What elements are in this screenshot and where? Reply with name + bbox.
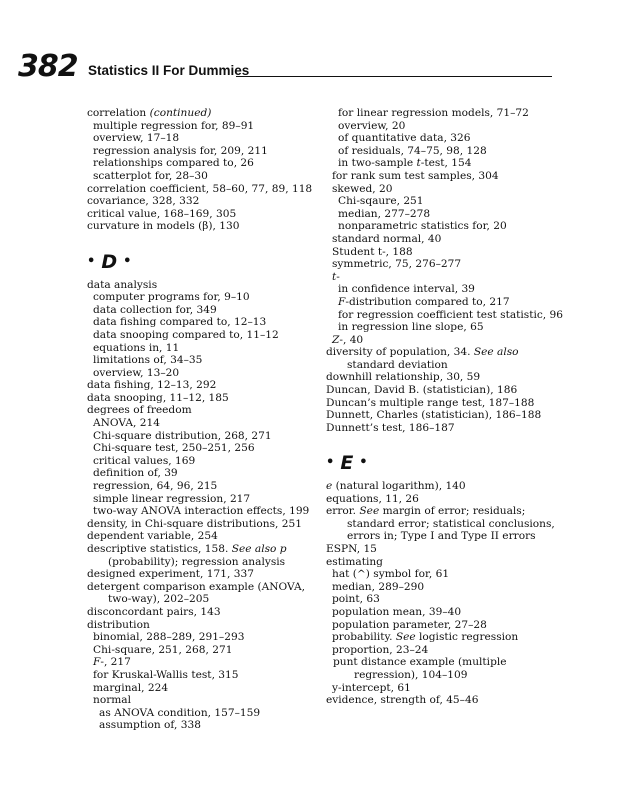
index-entry-text: Duncan, David B. (statistician), 186	[326, 384, 518, 397]
index-entry	[87, 304, 322, 317]
index-entry-text: (probability); regression analysis	[108, 555, 286, 568]
index-entry-italic: (continued)	[149, 107, 212, 119]
index-entry-text: ANOVA, 214	[93, 417, 160, 430]
index-entry	[326, 183, 566, 196]
index-entry-text: Chi-square distribution, 268, 271	[93, 429, 272, 442]
index-entry	[87, 157, 322, 170]
index-entry-text: scatterplot for, 28–30	[93, 169, 208, 182]
index-entry-text: critical value, 168–169, 305	[87, 207, 237, 220]
index-entry	[87, 518, 322, 531]
index-entry-text: correlation	[87, 107, 150, 119]
index-entry	[326, 271, 566, 284]
index-entry-text: probability.	[332, 631, 396, 644]
index-entry-text: diversity of population, 34.	[326, 346, 474, 359]
index-entry	[326, 409, 566, 422]
index-entry	[87, 170, 322, 183]
index-entry-text: error.	[326, 505, 360, 518]
index-entry	[326, 384, 566, 397]
index-entry	[87, 694, 322, 707]
index-entry	[87, 279, 322, 292]
index-entry	[326, 321, 566, 334]
index-entry-text: definition of, 39	[93, 467, 178, 480]
index-entry	[87, 417, 322, 430]
index-entry-text: in regression line slope, 65	[338, 321, 484, 334]
index-entry-text: median, 277–278	[338, 207, 431, 220]
index-entry-text: ESPN, 15	[326, 543, 377, 555]
index-entry	[87, 354, 322, 367]
index-entry-text: disconcordant pairs, 143	[87, 605, 221, 618]
index-column-right	[326, 107, 566, 707]
index-entry	[87, 145, 322, 158]
index-entry	[87, 392, 322, 405]
index-entry	[87, 656, 322, 669]
index-entry-text: dependent variable, 254	[87, 530, 218, 543]
index-entry-italic: F	[93, 656, 101, 669]
index-entry-text: estimating	[326, 555, 383, 568]
index-entry	[87, 568, 322, 581]
index-entry	[87, 581, 322, 606]
index-entry	[326, 644, 566, 657]
index-entry-text: data analysis	[87, 278, 158, 291]
index-entry-text: for linear regression models, 71–72	[338, 107, 529, 119]
index-entry-text: critical values, 169	[93, 454, 196, 467]
index-entry-text: for regression coefficient test statistic, 96	[338, 308, 564, 321]
index-entry-text: descriptive statistics, 158.	[87, 543, 232, 555]
index-entry	[87, 505, 322, 518]
index-entry	[87, 493, 322, 506]
index-entry-text: covariance, 328, 332	[87, 195, 200, 208]
index-column-left	[87, 107, 322, 732]
index-entry-text: in two-sample	[338, 157, 417, 170]
index-entry-text: degrees of freedom	[87, 404, 192, 417]
index-entry	[87, 404, 322, 417]
index-entry-text: relationships compared to, 26	[93, 157, 254, 170]
index-entry	[87, 183, 322, 196]
index-entry	[326, 480, 566, 493]
index-entry-text: -, 40	[339, 333, 364, 346]
letter-heading-text: D	[101, 250, 118, 273]
letter-heading	[326, 447, 566, 480]
index-entry-text: density, in Chi-square distributions, 251	[87, 517, 302, 530]
index-entry-text: median, 289–290	[332, 580, 425, 593]
index-entry-text: of quantitative data, 326	[338, 132, 471, 145]
index-entry-text: -test, 154	[420, 157, 472, 170]
index-entry	[326, 593, 566, 606]
index-entry-text: Dunnett, Charles (statistician), 186–188	[326, 409, 542, 422]
index-entry	[326, 233, 566, 246]
index-entry	[326, 220, 566, 233]
index-entry-text: -	[336, 270, 340, 283]
index-entry	[87, 442, 322, 455]
index-entry	[326, 556, 566, 569]
index-entry-text: y-intercept, 61	[332, 681, 411, 694]
index-entry-italic: See also p	[231, 543, 287, 555]
index-entry	[87, 631, 322, 644]
index-entry	[87, 208, 322, 221]
index-entry-text: punt distance example (multiple regression), 104–109	[333, 656, 507, 681]
index-entry-text: normal	[93, 694, 132, 707]
index-entry	[87, 430, 322, 443]
index-entry-text: Dunnett’s test, 186–187	[326, 421, 455, 434]
index-entry-italic: e	[326, 480, 333, 493]
index-entry-text: computer programs for, 9–10	[93, 291, 250, 304]
index-entry-text: two-way ANOVA interaction effects, 199	[93, 505, 310, 518]
index-entry-text: -, 217	[100, 656, 131, 669]
page-number: 382	[18, 49, 78, 84]
index-entry	[326, 120, 566, 133]
index-entry-text: data collection for, 349	[93, 303, 217, 316]
index-entry-italic: Z	[332, 333, 340, 346]
running-head: Statistics II For Dummies	[88, 63, 250, 78]
index-entry	[326, 246, 566, 259]
index-entry	[326, 195, 566, 208]
index-entry	[87, 132, 322, 145]
index-entry-text: of residuals, 74–75, 98, 128	[338, 144, 487, 157]
index-entry	[326, 505, 566, 543]
index-entry-text: margin of error; residuals; standard error; statistical conclusions, errors in; Type I and Type II errors	[347, 505, 555, 543]
index-entry-text: skewed, 20	[332, 182, 393, 195]
index-entry	[87, 719, 322, 732]
index-entry	[87, 682, 322, 695]
index-entry-text: detergent comparison example (ANOVA, two-way), 202–205	[87, 580, 305, 606]
index-entry-text: population parameter, 27–28	[332, 618, 487, 631]
index-entry	[326, 619, 566, 632]
index-entry	[326, 132, 566, 145]
index-entry-text: curvature in models (β), 130	[87, 220, 240, 233]
letter-heading-text: E	[340, 452, 354, 475]
bullet-icon: •	[123, 253, 132, 269]
index-entry-text: limitations of, 34–35	[93, 354, 203, 367]
index-entry-text: multiple regression for, 89–91	[93, 119, 255, 132]
index-entry	[326, 334, 566, 347]
index-entry-text: overview, 17–18	[93, 132, 180, 145]
index-entry-text: Student t-, 188	[332, 245, 413, 258]
bullet-icon: •	[359, 455, 368, 471]
index-entry	[326, 694, 566, 707]
index-entry-text: for Kruskal-Wallis test, 315	[93, 668, 239, 681]
index-entry-text: as ANOVA condition, 157–159	[99, 706, 261, 719]
index-entry	[87, 455, 322, 468]
index-entry-text: point, 63	[332, 593, 380, 606]
index-entry-text: in confidence interval, 39	[338, 283, 475, 296]
index-entry-italic: See	[395, 631, 416, 644]
index-entry	[326, 346, 566, 371]
index-entry	[326, 568, 566, 581]
index-entry	[87, 606, 322, 619]
index-entry	[87, 220, 322, 233]
index-entry	[326, 682, 566, 695]
index-entry	[87, 619, 322, 632]
index-entry	[326, 258, 566, 271]
index-entry-italic: t	[416, 157, 421, 170]
index-entry-text: binomial, 288–289, 291–293	[93, 631, 245, 644]
index-entry	[87, 379, 322, 392]
index-entry	[326, 145, 566, 158]
bullet-icon: •	[87, 253, 96, 269]
index-entry-text: -distribution compared to, 217	[345, 295, 510, 308]
index-entry-text: symmetric, 75, 276–277	[332, 258, 462, 271]
index-entry-text: correlation coefficient, 58–60, 77, 89, 118	[87, 182, 313, 195]
index-entry	[87, 480, 322, 493]
index-entry	[326, 157, 566, 170]
index-entry	[326, 581, 566, 594]
index-entry	[87, 669, 322, 682]
index-entry	[326, 208, 566, 221]
index-entry	[87, 329, 322, 342]
index-entry	[326, 296, 566, 309]
index-entry-text: marginal, 224	[93, 681, 169, 694]
index-entry	[326, 397, 566, 410]
index-entry	[87, 530, 322, 543]
index-entry-text: logistic regression	[415, 631, 519, 644]
index-entry-text: downhill relationship, 30, 59	[326, 371, 481, 384]
index-entry-text: assumption of, 338	[99, 719, 201, 732]
index-entry-text: data snooping compared to, 11–12	[93, 328, 279, 341]
index-entry-text: nonparametric statistics for, 20	[338, 220, 507, 233]
index-entry-text: designed experiment, 171, 337	[87, 568, 254, 581]
index-entry	[87, 316, 322, 329]
index-entry-text: equations, 11, 26	[326, 492, 419, 505]
index-entry	[326, 656, 566, 681]
index-entry-text: overview, 13–20	[93, 366, 180, 379]
index-entry	[326, 371, 566, 384]
index-entry-text: data fishing compared to, 12–13	[93, 316, 267, 329]
index-entry-italic: F	[338, 295, 346, 308]
index-entry-text: simple linear regression, 217	[93, 492, 251, 505]
section-gap	[87, 233, 322, 246]
index-entry	[326, 606, 566, 619]
index-entry-text: Chi-square, 251, 268, 271	[93, 643, 233, 656]
index-entry-text: Chi-square test, 250–251, 256	[93, 442, 255, 455]
index-entry	[326, 309, 566, 322]
index-entry-text: standard deviation	[347, 358, 448, 371]
index-entry	[87, 367, 322, 380]
index-entry	[87, 120, 322, 133]
index-entry-text: proportion, 23–24	[332, 643, 429, 656]
index-entry	[326, 422, 566, 435]
bullet-icon: •	[326, 455, 335, 471]
index-entry-text: population mean, 39–40	[332, 605, 462, 618]
index-entry-text: data fishing, 12–13, 292	[87, 379, 217, 392]
index-entry	[87, 467, 322, 480]
index-entry	[326, 543, 566, 556]
index-entry-text: equations in, 11	[93, 341, 180, 354]
index-entry	[87, 644, 322, 657]
index-entry-italic: See	[359, 505, 380, 518]
index-entry	[87, 195, 322, 208]
index-entry	[87, 291, 322, 304]
index-entry-text: standard normal, 40	[332, 232, 442, 245]
index-entry	[87, 707, 322, 720]
index-entry	[87, 107, 322, 120]
index-entry-text: (natural logarithm), 140	[332, 480, 466, 493]
index-entry-text: regression analysis for, 209, 211	[93, 144, 268, 157]
index-entry-text: hat (^) symbol for, 61	[332, 568, 450, 581]
header-rule	[236, 76, 552, 77]
index-entry-italic: See also	[473, 346, 519, 359]
index-entry-text: evidence, strength of, 45–46	[326, 694, 479, 707]
letter-heading	[87, 246, 322, 279]
index-entry-text: for rank sum test samples, 304	[332, 169, 499, 182]
index-entry	[87, 543, 322, 568]
index-entry-text: Chi-sqaure, 251	[338, 195, 424, 208]
index-entry	[326, 107, 566, 120]
index-entry	[326, 283, 566, 296]
index-entry-italic: t	[332, 270, 337, 283]
index-entry	[87, 342, 322, 355]
index-entry-text: regression, 64, 96, 215	[93, 480, 218, 493]
index-entry-text: distribution	[87, 618, 150, 631]
index-entry	[326, 493, 566, 506]
index-entry-text: data snooping, 11–12, 185	[87, 391, 229, 404]
section-gap	[326, 434, 566, 447]
index-entry-text: Duncan’s multiple range test, 187–188	[326, 396, 535, 409]
index-entry	[326, 170, 566, 183]
index-entry-text: overview, 20	[338, 119, 406, 132]
index-entry	[326, 631, 566, 644]
